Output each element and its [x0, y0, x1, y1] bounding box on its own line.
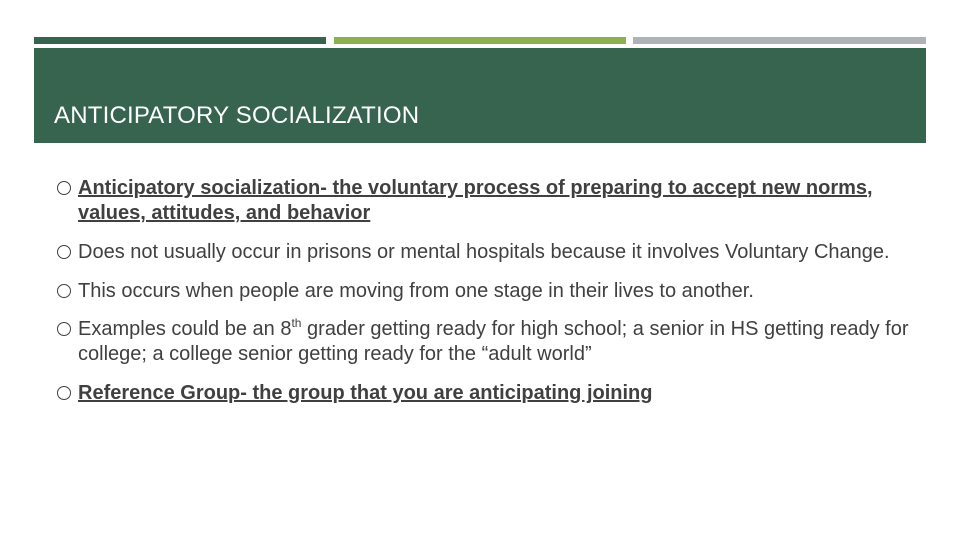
bullet-item-reference-group	[57, 381, 917, 406]
title-bar	[34, 48, 926, 143]
hollow-circle-icon	[57, 284, 71, 298]
hollow-circle-icon	[57, 181, 71, 195]
accent-stripe-light-green	[334, 37, 626, 44]
bullet-list	[57, 176, 917, 420]
hollow-circle-icon	[57, 386, 71, 400]
accent-stripe-gray	[633, 37, 926, 44]
bullet-text-end: grader getting ready for high school; a senior in HS getting ready for college; a college senior getting ready for the “adult world”	[78, 318, 909, 365]
bullet-item-stages	[57, 279, 917, 304]
bullet-item-definition	[57, 176, 917, 226]
bullet-text: Does not usually occur in prisons or mental hospitals because it involves Voluntary Change.	[78, 241, 890, 263]
accent-stripe-dark-green	[34, 37, 326, 44]
ordinal-superscript: th	[291, 316, 302, 330]
bullet-text: Anticipatory socialization- the voluntary process of preparing to accept new norms, values, attitudes, and behavior	[78, 177, 873, 224]
hollow-circle-icon	[57, 245, 71, 259]
bullet-text: This occurs when people are moving from one stage in their lives to another.	[78, 280, 754, 302]
bullet-item-prisons	[57, 240, 917, 265]
hollow-circle-icon	[57, 322, 71, 336]
slide-title: ANTICIPATORY SOCIALIZATION	[54, 102, 420, 129]
bullet-item-examples	[57, 317, 917, 367]
bullet-text: Reference Group- the group that you are anticipating joining	[78, 382, 653, 404]
bullet-text-start: Examples could be an 8	[78, 318, 292, 340]
